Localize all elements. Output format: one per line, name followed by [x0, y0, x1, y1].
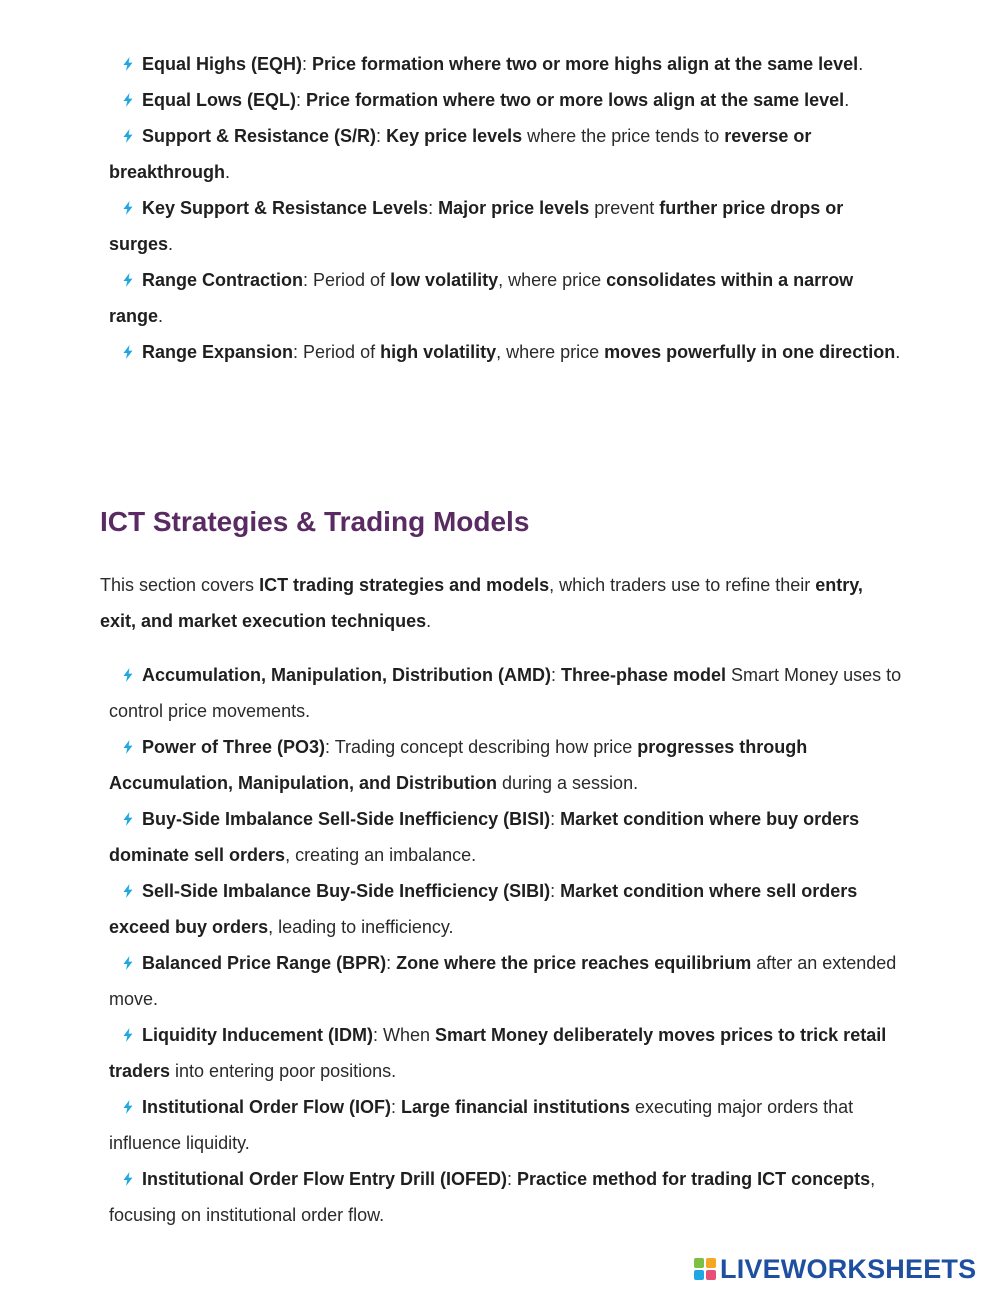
bold-text: Practice method for trading ICT concepts [517, 1169, 871, 1189]
text: . [858, 54, 864, 74]
liquidity-terms-list [109, 46, 909, 370]
text: after an extended move. [109, 953, 897, 1009]
bold-text: Support & Resistance (S/R) [142, 126, 377, 146]
text: : [296, 90, 307, 110]
text: . [426, 611, 432, 631]
text: during a session. [497, 773, 639, 793]
text: : [428, 198, 439, 218]
bold-text: Key price levels [386, 126, 523, 146]
bold-text: Price formation where two or more highs align at the same level [312, 54, 859, 74]
text: : [302, 54, 313, 74]
text: : Period of [303, 270, 391, 290]
lightning-bolt-icon [123, 47, 133, 61]
text: . [225, 162, 231, 182]
lightning-bolt-icon [123, 83, 133, 97]
text: : When [373, 1025, 436, 1045]
list-item [109, 801, 909, 873]
text: : [391, 1097, 402, 1117]
list-item [109, 729, 909, 801]
bold-text: Equal Highs (EQH) [142, 54, 303, 74]
bold-text: low volatility [390, 270, 499, 290]
text: : [386, 953, 397, 973]
bold-text: Buy-Side Imbalance Sell-Side Inefficiency (BISI) [142, 809, 551, 829]
bold-text: consolidates within a narrow range [109, 270, 854, 326]
bold-text: Range Contraction [142, 270, 304, 290]
text: : [550, 809, 561, 829]
list-item [109, 1161, 909, 1233]
bold-text: Power of Three (PO3) [142, 737, 326, 757]
list-item [109, 46, 909, 82]
bold-text: Zone where the price reaches equilibrium [396, 953, 752, 973]
lightning-bolt-icon [123, 874, 133, 888]
logo-square [694, 1258, 704, 1268]
text: , where price [496, 342, 605, 362]
bold-text: Institutional Order Flow (IOF) [142, 1097, 391, 1117]
list-item [109, 118, 909, 190]
section-intro [100, 567, 900, 639]
lightning-bolt-icon [123, 730, 133, 744]
bold-text: progresses through Accumulation, Manipulation, and Distribution [109, 737, 808, 793]
lightning-bolt-icon [123, 335, 133, 349]
bold-text: Range Expansion [142, 342, 294, 362]
lightning-bolt-icon [123, 658, 133, 672]
logo-text: LIVEWORKSHEETS [720, 1253, 977, 1284]
bold-text: Smart Money deliberately moves prices to trick retail traders [109, 1025, 887, 1081]
lightning-bolt-icon [123, 119, 133, 133]
section-title: ICT Strategies & Trading Models [100, 506, 530, 537]
text: , leading to inefficiency. [268, 917, 454, 937]
text: : [376, 126, 387, 146]
text: . [844, 90, 850, 110]
bold-text: Large financial institutions [401, 1097, 631, 1117]
lightning-bolt-icon [123, 802, 133, 816]
list-item [109, 945, 909, 1017]
bold-text: Sell-Side Imbalance Buy-Side Inefficiency (SIBI) [142, 881, 551, 901]
lightning-bolt-icon [123, 263, 133, 277]
bold-text: reverse or breakthrough [109, 126, 812, 182]
lightning-bolt-icon [123, 946, 133, 960]
bold-text: Three-phase model [561, 665, 727, 685]
text: where the price tends to [522, 126, 725, 146]
lightning-bolt-icon [123, 191, 133, 205]
text: prevent [589, 198, 660, 218]
lightning-bolt-icon [123, 1162, 133, 1176]
bold-text: entry, exit, and market execution techniques [100, 575, 863, 631]
list-item [109, 873, 909, 945]
liveworksheets-logo[interactable] [694, 1254, 976, 1284]
list-item [109, 1017, 909, 1089]
text: , which traders use to refine their [549, 575, 816, 595]
text: : [550, 665, 561, 685]
bold-text: Market condition where buy orders dominate sell orders [109, 809, 860, 865]
text: : [507, 1169, 518, 1189]
list-item [109, 262, 909, 334]
text: into entering poor positions. [170, 1061, 397, 1081]
bold-text: further price drops or surges [109, 198, 844, 254]
list-item [109, 190, 909, 262]
text: : Trading concept describing how price [325, 737, 638, 757]
bold-text: Accumulation, Manipulation, Distribution (AMD) [142, 665, 551, 685]
text: . [168, 234, 174, 254]
bold-text: Key Support & Resistance Levels [142, 198, 429, 218]
text: Smart Money uses to control price movements. [109, 665, 902, 721]
bold-text: Institutional Order Flow Entry Drill (IOFED) [142, 1169, 508, 1189]
lightning-bolt-icon [123, 1090, 133, 1104]
bold-text: ICT trading strategies and models [259, 575, 550, 595]
logo-square [706, 1270, 716, 1280]
text: . [158, 306, 164, 326]
strategies-list [109, 657, 909, 1233]
bold-text: Market condition where sell orders exceed buy orders [109, 881, 858, 937]
logo-square [694, 1270, 704, 1280]
text: executing major orders that influence liquidity. [109, 1097, 854, 1153]
liveworksheets-logo-icon [694, 1258, 716, 1280]
bold-text: moves powerfully in one direction [604, 342, 896, 362]
bold-text: high volatility [380, 342, 497, 362]
list-item [109, 82, 909, 118]
text: . [895, 342, 901, 362]
list-item [109, 334, 909, 370]
text: , creating an imbalance. [285, 845, 477, 865]
text: : [550, 881, 561, 901]
bold-text: Price formation where two or more lows align at the same level [306, 90, 845, 110]
text: : Period of [293, 342, 381, 362]
list-item [109, 1089, 909, 1161]
logo-square [706, 1258, 716, 1268]
bold-text: Liquidity Inducement (IDM) [142, 1025, 373, 1045]
lightning-bolt-icon [123, 1018, 133, 1032]
text: This section covers [100, 575, 260, 595]
bold-text: Equal Lows (EQL) [142, 90, 297, 110]
bold-text: Balanced Price Range (BPR) [142, 953, 387, 973]
text: , focusing on institutional order flow. [109, 1169, 876, 1225]
bold-text: Major price levels [438, 198, 590, 218]
list-item [109, 657, 909, 729]
text: , where price [498, 270, 607, 290]
